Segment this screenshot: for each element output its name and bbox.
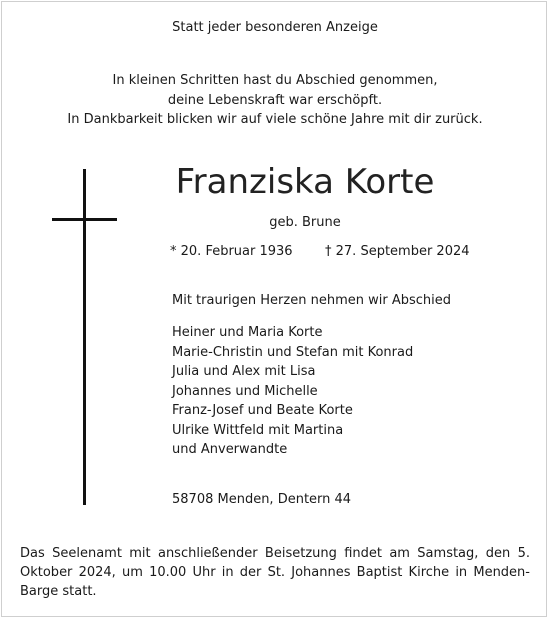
funeral-notice: Das Seelenamt mit anschließender Beisetzung findet am Samstag, den 5. Oktober 2024, um 10.00 Uhr in der St. Johannes Baptist Kirche in Menden-Barge statt. xyxy=(20,546,530,599)
header-statt-text: Statt jeder besonderen Anzeige xyxy=(172,20,378,35)
mourner-line: Franz-Josef und Beate Korte xyxy=(172,403,353,418)
poem-line: In kleinen Schritten hast du Abschied genommen, xyxy=(112,73,438,88)
maiden-name: geb. Brune xyxy=(269,215,341,230)
deceased-name: Franziska Korte xyxy=(175,162,435,202)
poem xyxy=(0,71,550,130)
mourner-line: und Anverwandte xyxy=(172,442,288,457)
mourners-list xyxy=(172,323,413,460)
mourning-intro: Mit traurigen Herzen nehmen wir Abschied xyxy=(172,293,451,308)
mourner-line: Heiner und Maria Korte xyxy=(172,325,323,340)
poem-line: In Dankbarkeit blicken wir auf viele schöne Jahre mit dir zurück. xyxy=(67,112,483,127)
family-address: 58708 Menden, Dentern 44 xyxy=(172,492,352,507)
mourner-line: Johannes und Michelle xyxy=(172,383,318,399)
poem-line: deine Lebenskraft war erschöpft. xyxy=(167,92,383,108)
birth-date: * 20. Februar 1936 xyxy=(170,244,293,259)
mourner-line: Ulrike Wittfeld mit Martina xyxy=(172,422,344,438)
death-date: † 27. September 2024 xyxy=(325,244,470,259)
mourner-line: Marie-Christin und Stefan mit Konrad xyxy=(172,344,414,360)
mourner-line: Julia und Alex mit Lisa xyxy=(172,364,316,379)
cross-icon-horizontal-bar xyxy=(52,218,117,221)
